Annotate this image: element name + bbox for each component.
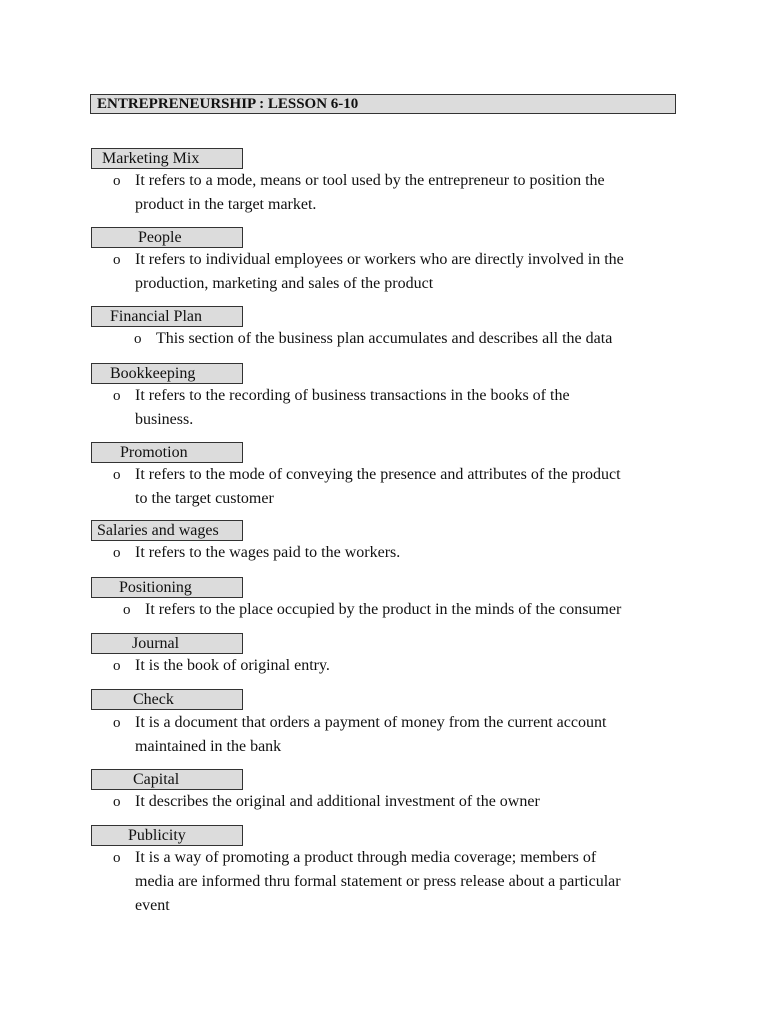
definition-text — [145, 598, 621, 622]
definition-text — [135, 711, 606, 759]
term-label: Financial Plan — [91, 306, 243, 327]
term-label: Bookkeeping — [91, 363, 243, 384]
definition-text — [135, 384, 570, 432]
definition-line: product in the target market. — [135, 196, 317, 213]
definition-text — [135, 463, 621, 511]
term-label: Salaries and wages — [91, 520, 243, 541]
term-label: Promotion — [91, 442, 243, 463]
bullet-icon: o — [113, 388, 121, 404]
term-label: Check — [91, 689, 243, 710]
definition-line: It refers to a mode, means or tool used by the entrepreneur to position the — [135, 172, 605, 189]
bullet-icon: o — [113, 715, 121, 731]
bullet-icon: o — [113, 794, 121, 810]
definition-line: business. — [135, 411, 194, 428]
definition-line: to the target customer — [135, 490, 274, 507]
definition-text — [135, 654, 330, 678]
definition-line: production, marketing and sales of the product — [135, 275, 434, 292]
term-label: Positioning — [91, 577, 243, 598]
document-title: ENTREPRENEURSHIP : LESSON 6-10 — [90, 94, 676, 114]
definition-text — [156, 327, 612, 351]
definition-line: event — [135, 897, 170, 914]
bullet-icon: o — [134, 331, 142, 347]
definition-line: It is a way of promoting a product through media coverage; members of — [135, 849, 597, 866]
bullet-icon: o — [113, 173, 121, 189]
term-label: Publicity — [91, 825, 243, 846]
definition-text — [135, 790, 540, 814]
definition-line: media are informed thru formal statement or press release about a particular — [135, 873, 621, 890]
term-label: Marketing Mix — [91, 148, 243, 169]
definition-text — [135, 169, 605, 217]
definition-line: This section of the business plan accumulates and describes all the data — [156, 330, 613, 347]
term-label: Journal — [91, 633, 243, 654]
definition-text — [135, 541, 400, 565]
definition-text — [135, 248, 624, 296]
definition-line: It describes the original and additional investment of the owner — [135, 793, 540, 810]
bullet-icon: o — [113, 850, 121, 866]
definition-line: It refers to the wages paid to the workers. — [135, 544, 401, 561]
term-label: People — [91, 227, 243, 248]
definition-line: It is the book of original entry. — [135, 657, 330, 674]
definition-line: It refers to the mode of conveying the presence and attributes of the product — [135, 466, 621, 483]
definition-line: It refers to the place occupied by the product in the minds of the consumer — [145, 601, 622, 618]
bullet-icon: o — [113, 467, 121, 483]
bullet-icon: o — [123, 602, 131, 618]
bullet-icon: o — [113, 252, 121, 268]
definition-line: It refers to the recording of business transactions in the books of the — [135, 387, 570, 404]
definition-line: maintained in the bank — [135, 738, 282, 755]
bullet-icon: o — [113, 658, 121, 674]
bullet-icon: o — [113, 545, 121, 561]
definition-line: It refers to individual employees or workers who are directly involved in the — [135, 251, 624, 268]
definition-text — [135, 846, 621, 918]
term-label: Capital — [91, 769, 243, 790]
definition-line: It is a document that orders a payment of money from the current account — [135, 714, 607, 731]
